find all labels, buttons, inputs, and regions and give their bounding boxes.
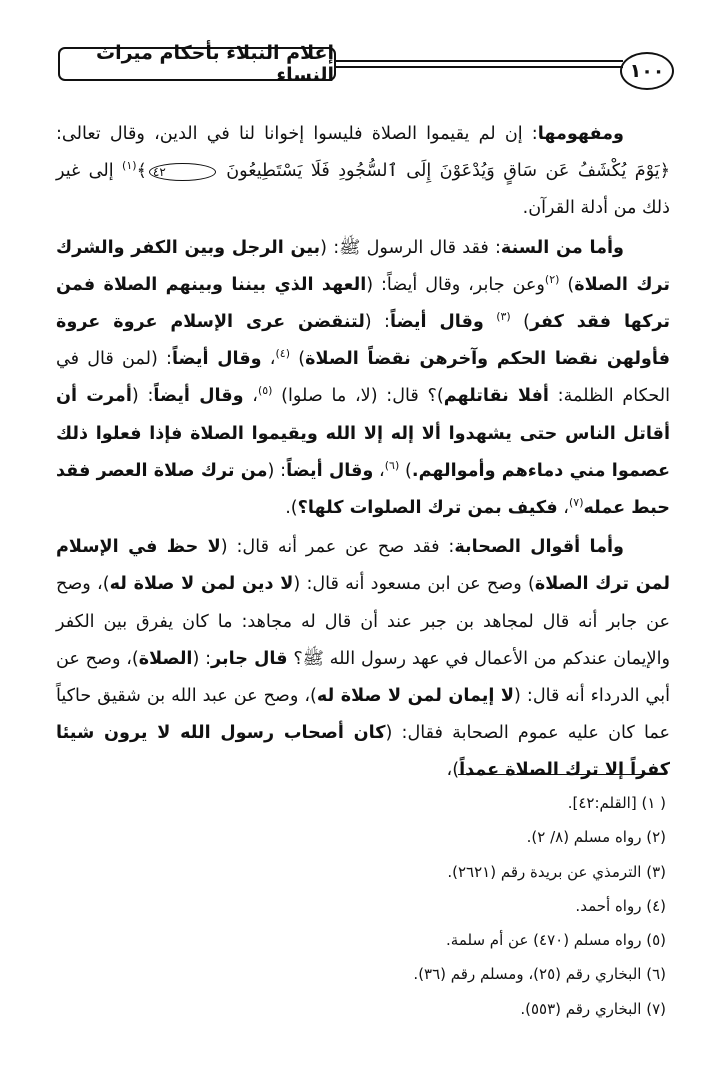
text-run: : (لمن قال في الحكام الظلمة: [56, 349, 670, 407]
text-run: ، [557, 498, 569, 519]
text-run: )، وصح عن جابر أنه قال لمجاهد بن جبر عند أن قال له مجاهد: ما كان يفرق بين الكفر والإيمان عندكم من الأعمال في عهد رسول الله ﷺ؟ [56, 574, 670, 669]
text-run: وعن جابر، وقال أيضاً: ( [366, 274, 545, 295]
paragraph-meaning [56, 116, 670, 228]
paragraph-lead: ومفهومها [537, 124, 624, 144]
quote-text: لا حظ في الإسلام لمن ترك الصلاة [56, 537, 670, 595]
hadith-text: العهد الذي بيننا وبينهم الصلاة فمن تركها فقد كفر [56, 274, 670, 333]
footnote: (٥) رواه مسلم (٤٧٠) عن أم سلمة. [446, 931, 666, 950]
text-run: : ( [192, 648, 212, 669]
footnote: (٧) البخاري رقم (٥٥٣). [520, 999, 666, 1018]
footnote-ref: (١) [122, 159, 137, 173]
text-run: ، [243, 386, 258, 407]
paragraph-companions [56, 529, 670, 789]
narration-lead: وقال أيضاً [171, 349, 262, 370]
footnote: ( ١) [القلم:٤٢]. [567, 794, 666, 812]
footnotes [56, 786, 666, 1026]
text-run: : إن لم يقيموا الصلاة فليسوا إخوانا لنا في الدين، وقال تعالى: ﴿ [56, 124, 670, 182]
paragraph-lead: وأما أقوال الصحابة [454, 537, 624, 558]
footnote-ref: (٤) [275, 347, 291, 361]
text-run: ) [298, 349, 306, 370]
header-rule-top [336, 60, 623, 62]
hadith-text: بين الرجل وبين الكفر والشرك ترك الصلاة [56, 237, 670, 295]
page-header [0, 0, 721, 110]
narration-lead: وقال أيضاً [389, 312, 484, 333]
main-text [56, 116, 670, 790]
hadith-text: لتنقضن عرى الإسلام عروة عروة فأولهن نقضا الحكم وآخرهن نقضاً الصلاة [56, 312, 670, 370]
text-run: ) [567, 274, 575, 295]
text-run: ) [523, 312, 530, 333]
paragraph-sunnah [56, 230, 670, 528]
hadith-text: أفلا نقاتلهم [443, 386, 549, 407]
footnote: (٣) الترمذي عن بريدة رقم (٢٦٢١). [447, 862, 666, 881]
text-run: )، وصح عن أبي الدرداء أنه قال: ( [56, 648, 670, 707]
text-run: إلى غير ذلك من أدلة القرآن. [56, 161, 670, 219]
text-run: : فقد صح عن عمر أنه قال: ( [220, 537, 455, 558]
narration-lead: وقال أيضاً [153, 386, 244, 407]
narration-lead: وقال أيضاً [286, 460, 374, 481]
footnote-ref: (٦) [384, 458, 400, 472]
book-title: إعلام النبلاء بأحكام ميراث النساء [58, 47, 336, 81]
text-run: : ( [131, 386, 154, 407]
text-run: )، [446, 760, 460, 781]
hadith-text: فكيف بمن ترك الصلوات كلها؟ [297, 498, 558, 519]
footnote-divider [458, 774, 664, 775]
quran-verse: يَوْمَ يُكْشَفُ عَن سَاقٍ وَيُدْعَوْنَ إِلَى ٱلسُّجُودِ فَلَا يَسْتَطِيعُونَ [226, 161, 660, 182]
text-run: : ( [267, 460, 287, 481]
ayah-number-mark: ٤٢ [149, 163, 216, 181]
text-run: : فقد قال الرسول ﷺ: ( [320, 237, 501, 258]
footnote-ref: (٣) [496, 310, 511, 324]
footnote: (٢) رواه مسلم (٨/ ٢). [526, 828, 666, 847]
text-run [484, 312, 496, 332]
text-run: ). [285, 498, 298, 519]
footnote: (٦) البخاري رقم (٢٥)، ومسلم رقم (٣٦). [413, 965, 666, 984]
quote-text: لا دين لمن لا صلاة له [109, 574, 294, 595]
quote-text: الصلاة [138, 648, 193, 669]
footnote-ref: (٢) [544, 272, 560, 286]
quote-text: لا إيمان لمن لا صلاة له [316, 686, 515, 707]
quote-text: كان أصحاب رسول الله لا يرون شيئا كفراً إلا ترك الصلاة عمداً [56, 723, 670, 781]
hadith-text: أمرت أن أقاتل الناس حتى يشهدوا ألا إله إلا الله ويقيموا الصلاة فإذا فعلوا ذلك عصموا مني دماءهم وأموالهم. [56, 386, 670, 481]
footnote-ref: (٥) [257, 384, 273, 398]
text-run: ، [261, 349, 276, 370]
text-run: ) وصح عن ابن مسعود أنه قال: ( [293, 574, 535, 595]
text-run: ﴾ [136, 161, 147, 182]
hadith-text: من ترك صلاة العصر فقد حبط عمله [56, 460, 670, 519]
text-run: ، [373, 460, 385, 481]
text-run: : ( [364, 312, 390, 333]
text-run: ) [405, 460, 412, 481]
header-rule-bottom [336, 66, 623, 68]
quote-text: قال جابر [211, 648, 288, 669]
page-number: ١٠٠ [620, 52, 674, 90]
footnote: (٤) رواه أحمد. [575, 896, 666, 915]
paragraph-lead: وأما من السنة [500, 237, 624, 258]
footnote-ref: (٧) [568, 496, 584, 510]
text-run: )؟ قال: (لا، ما صلوا) [281, 386, 444, 407]
text-run: )، وصح عن عبد الله بن شقيق حاكياً عما كان عليه عموم الصحابة فقال: ( [56, 686, 670, 744]
